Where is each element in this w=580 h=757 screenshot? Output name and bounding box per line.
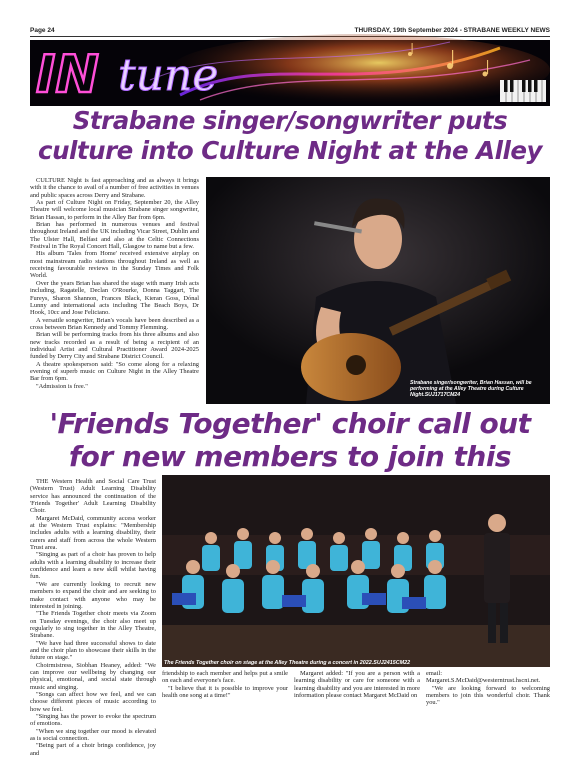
article2-column-3 [294,670,420,732]
paragraph: Brian has performed in numerous venues and festival throughout Ireland and the UK including Vicar Street, Dublin and The Ulster Hall, Belfast and also at the Celtic Connections Festival in The Royal Concert Hall, Glasgow to name but a few. [30,221,199,251]
page-header [30,27,550,37]
paragraph: Margaret McDaid, community access worker at the Western Trust explains: "Membership includes adults with a learning disability, their carers and staff from across the whole Western Trust area. [30,514,156,552]
paragraph: Choirmistress, Siobhan Heaney, added: "We can improve our wellbeing by changing our physical, emotional, and social state through music and singing. [30,661,156,691]
paragraph: "The Friends Together choir meets via Zoom on Tuesday evenings, the choir also meet up regularly to sing together in the Alley Theatre, Strabane. [30,610,156,640]
paragraph: "We have had three successful shows to date and the choir plan to showcase their skills in the future on stage." [30,639,156,662]
paragraph: "When we sing together our mood is elevated as is social connection. [30,727,156,743]
choir-photo-caption: The Friends Together choir on stage at the Alley Theatre during a concert in 2022.SUJ2415CM22 [164,660,411,666]
article1-body [30,177,199,403]
piano-keys-icon [500,80,546,102]
paragraph: A theatre spokesperson said: "So come along for a relaxing evening of superb music on Culture Night in the Alley Theatre Bar from 6pm. [30,360,199,383]
singer-photo [206,177,550,404]
paragraph: "Singing as part of a choir has proven to help adults with a learning disability to increase their confidence and learn a new skill whilst having fun. [30,551,156,581]
article2-column-2 [162,670,288,732]
paragraph: "We are currently looking to recruit new members to expand the choir and are seeking to make contact with anyone who may be interested in joining. [30,580,156,610]
paragraph: Margaret added: "If you are a person with a learning disability or care for someone with a learning disability and you are interested in more information please contact Margaret McDaid on [294,670,420,700]
paragraph: THE Western Health and Social Care Trust (Western Trust) Adult Learning Disability service has announced the continuation of the 'Friends Together' Adult Learning Disability Choir. [30,478,156,515]
paragraph: Brian will be performing tracks from his three albums and also new tracks recorded as a result of being a recipient of an individual Artist and Cultural Practitioner Award 2024-2025 funded by Derry City and Strabane District Council. [30,331,199,361]
paragraph: "Singing has the power to evoke the spectrum of emotions. [30,713,156,728]
paragraph: CULTURE Night is fast approaching and as always it brings with it the chance to avail of a number of free activities in venues and public spaces across Derry and Strabane. [30,177,199,199]
paragraph: His album 'Tales from Home' received extensive airplay on most mainstream radio stations throughout Ireland as well as receiving favourable reviews in the Sunday Times and Folk World. [30,250,199,280]
paragraph: email: Margaret.S.McDaid@westerntrust.hscni.net. [426,670,541,685]
dateline: THURSDAY, 19th September 2024 - STRABANE WEEKLY NEWS [354,27,550,34]
paragraph: "Songs can affect how we feel, and we can choose different pieces of music according to how we feel. [30,690,156,713]
light-burst [170,34,550,106]
page-number: Page 24 [30,27,55,34]
paragraph: "We are looking forward to welcoming members to join this wonderful choir. Thank you." [426,684,550,707]
article1-headline: Strabane singer/songwriter puts culture into Culture Night at the Alley [38,106,542,165]
paragraph: friendship to each member and helps put a smile on each and everyone's face. [162,670,288,685]
article2-column-4 [426,670,550,732]
paragraph: "I believe that it is possible to improve your health one song at a time!" [162,684,288,700]
paragraph: As part of Culture Night on Friday, September 20, the Alley Theatre will welcome local musician Strabane singer songwriter, Brian Hassan, to perform in the Alley Bar from 6pm. [30,199,199,221]
svg-text:IN: IN [36,45,99,105]
paragraph: "Being part of a choir brings confidence, joy and [30,742,156,757]
paragraph: "Admission is free." [36,382,88,390]
section-banner [30,40,550,106]
paragraph: Over the years Brian has shared the stage with many Irish acts including, Ragatelle, Declan O'Rourke, Donna Taggart, The Fureys, Sharon Shannon, Frances Black, Kieran Goss, Dónal Lunny and international acts including The Beach Boys, Dr Hook, 10cc and Jose Feliciano. [30,279,199,317]
choir-photo [162,475,550,667]
article2-headline: 'Friends Together' choir call out for new members to join this [49,407,531,473]
svg-text:tune: tune [118,50,219,101]
singer-photo-caption: Strabane singer/songwriter, Brian Hassan, will be performing at the Alley Theatre during Culture Night.SUJ1717CM24 [410,380,532,399]
paragraph: A versatile songwriter, Brian's vocals have been described as a cross between Brian Kennedy and Tommy Flemming. [30,316,199,331]
intune-logo [30,40,550,106]
article2-column-1 [30,478,156,757]
